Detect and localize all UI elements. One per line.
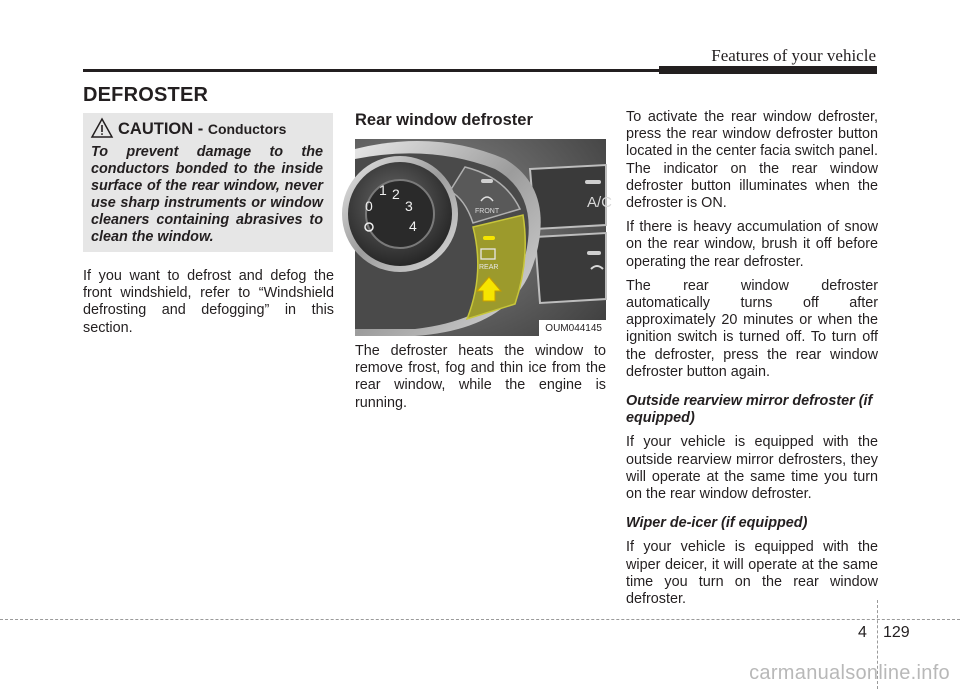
chapter-number: 4 xyxy=(858,624,867,641)
section-title: DEFROSTER xyxy=(83,84,209,106)
dial-2: 2 xyxy=(392,186,400,202)
watermark[interactable]: carmanualsonline.info xyxy=(749,662,950,684)
photo-caption: OUM044145 xyxy=(539,320,606,336)
dial-4: 4 xyxy=(409,218,417,234)
caution-heading xyxy=(118,120,286,139)
activate-paragraph: To activate the rear window defroster, press the rear window defroster button located in the center facia switch panel. The indicator on the rear window defroster button illuminates when the defroster is ON. xyxy=(626,109,878,212)
snow-paragraph: If there is heavy accumulation of snow on the rear window, brush it off before operating the rear defroster. xyxy=(626,219,878,270)
header-bar xyxy=(659,66,877,74)
control-panel-illustration xyxy=(355,139,613,336)
warning-triangle-icon xyxy=(91,118,113,138)
dial-3: 3 xyxy=(405,198,413,214)
right-column xyxy=(626,109,878,615)
defroster-switch-photo xyxy=(355,139,613,336)
defroster-description: The defroster heats the window to remove frost, fog and thin ice from the rear window, while the engine is running. xyxy=(355,343,606,411)
caution-topic: Conductors xyxy=(207,121,287,137)
page-number: 129 xyxy=(883,624,910,641)
footer-rule xyxy=(0,619,960,620)
dial-0: 0 xyxy=(365,198,373,214)
mirror-defroster-heading: Outside rearview mirror defroster (if equipped) xyxy=(626,393,873,427)
caution-box xyxy=(83,113,333,252)
front-label: FRONT xyxy=(475,208,500,215)
ac-label: A/C xyxy=(587,194,613,211)
auto-off-paragraph: The rear window defroster automatically turns off after approximately 20 minutes or when the ignition switch is turned off. To turn off the defroster, press the rear window defroster button again. xyxy=(626,277,878,380)
wiper-deicer-paragraph: If your vehicle is equipped with the wiper deicer, it will operate at the same time you turn on the rear window defroster. xyxy=(626,539,878,608)
dial-1: 1 xyxy=(379,182,387,198)
caution-text: To prevent damage to the conductors bonded to the inside surface of the rear window, never use sharp instruments or window cleaners containing abrasives to clean the window. xyxy=(91,144,323,245)
wiper-deicer-heading: Wiper de-icer (if equipped) xyxy=(626,515,808,532)
header-rule xyxy=(83,69,659,72)
rear-defroster-heading: Rear window defroster xyxy=(355,111,533,129)
windshield-reference-paragraph: If you want to defrost and defog the front windshield, refer to “Windshield defrosting and defogging” in this section. xyxy=(83,268,334,336)
running-header: Features of your vehicle xyxy=(711,46,876,65)
caution-label: CAUTION - xyxy=(118,120,208,138)
mirror-defroster-paragraph: If your vehicle is equipped with the outside rearview mirror defrosters, they will operate at the same time you turn on the rear window defroster. xyxy=(626,434,878,503)
rear-label: REAR xyxy=(479,264,499,271)
